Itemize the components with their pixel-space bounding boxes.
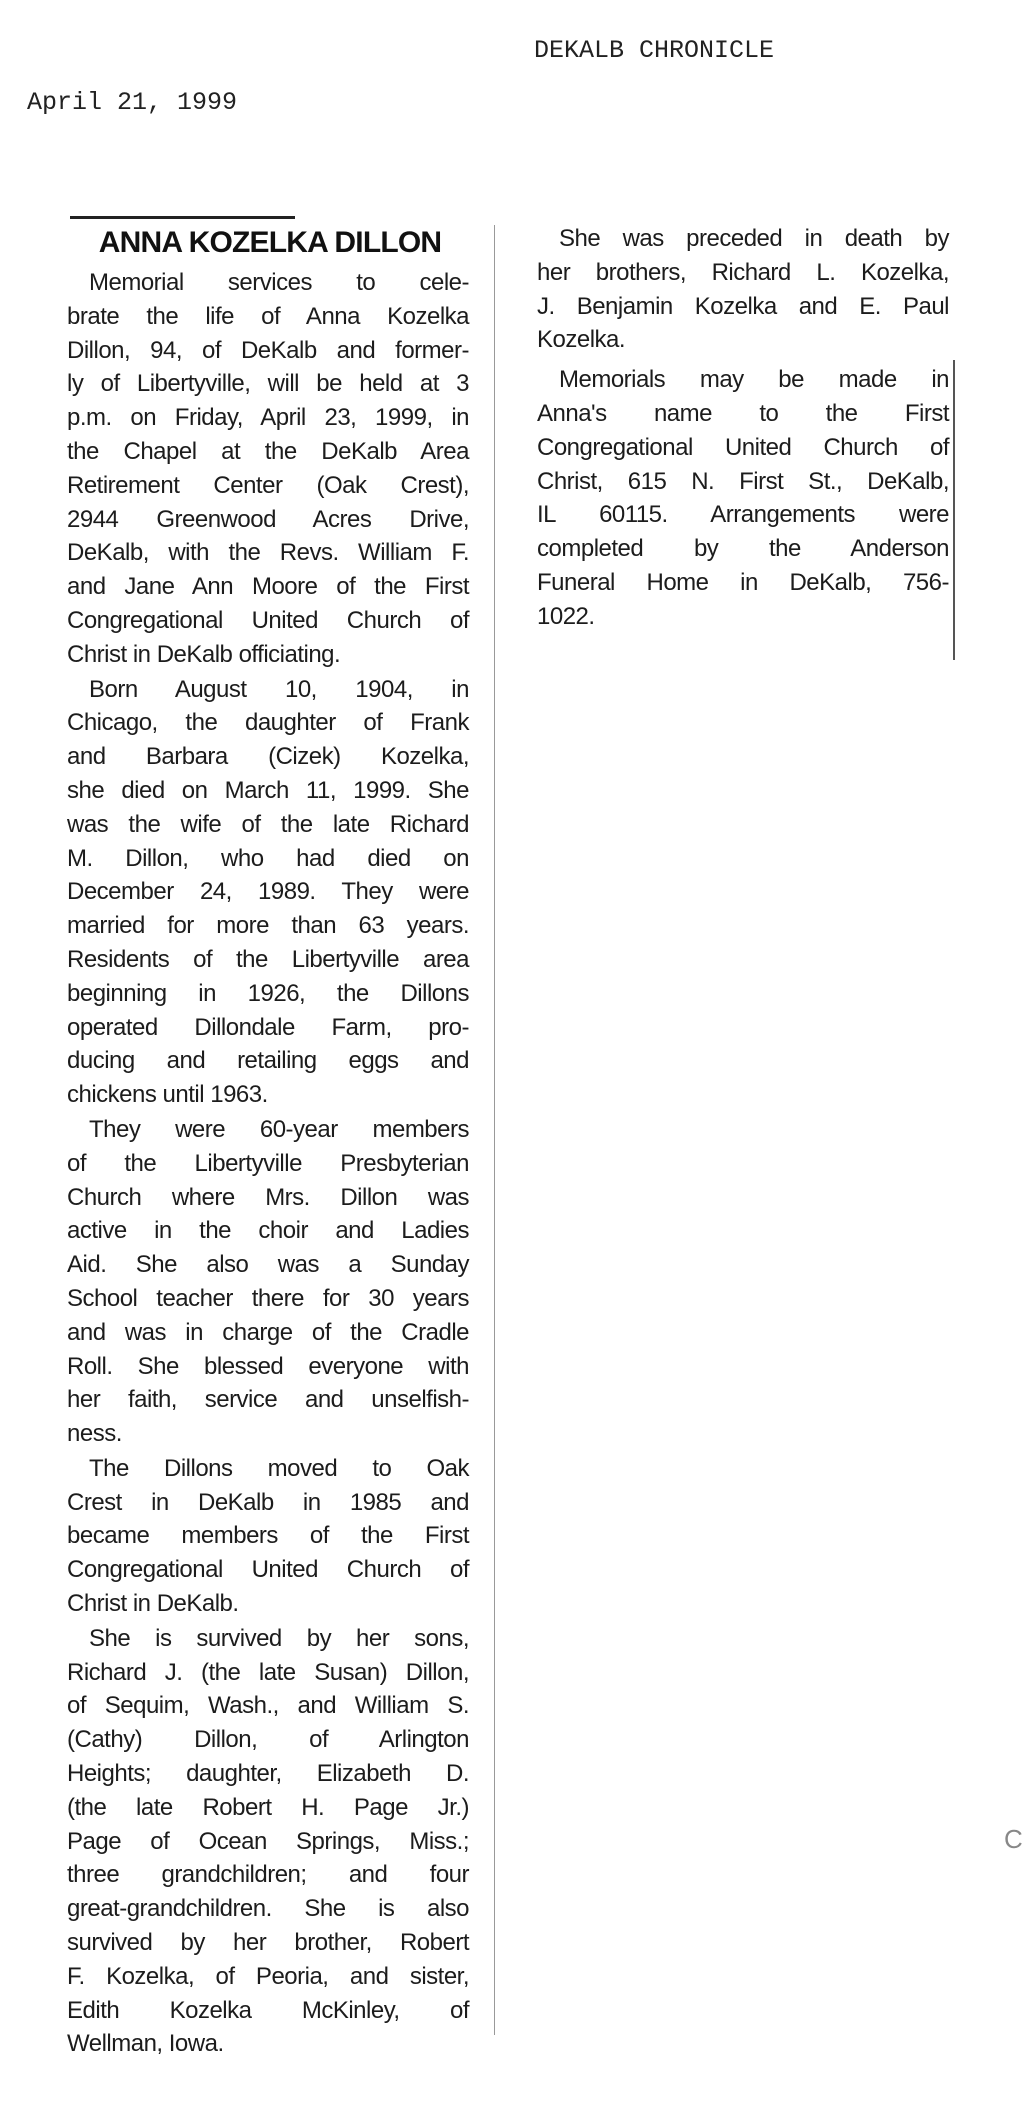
- text-line: Memorial services to cele-: [89, 269, 469, 296]
- text-line: Chicago, the daughter of Frank: [67, 709, 469, 737]
- text-line: her brothers, Richard L. Kozelka,: [537, 258, 949, 286]
- stray-mark: C: [1004, 1824, 1023, 1854]
- text-line: Congregational United Church of: [67, 606, 469, 634]
- text-line: great-grandchildren. She is also: [67, 1895, 469, 1923]
- text-line: School teacher there for 30 years: [67, 1284, 469, 1312]
- text-line: beginning in 1926, the Dillons: [67, 979, 469, 1007]
- text-line: Page of Ocean Springs, Miss.;: [67, 1827, 469, 1855]
- text-line: 2944 Greenwood Acres Drive,: [67, 505, 469, 533]
- text-line: J. Benjamin Kozelka and E. Paul: [537, 292, 949, 320]
- text-line: Edith Kozelka McKinley, of: [67, 1996, 469, 2024]
- text-line: Crest in DeKalb in 1985 and: [67, 1488, 469, 1516]
- text-line: Christ in DeKalb officiating.: [67, 640, 341, 668]
- text-line: Anna's name to the First: [537, 399, 949, 427]
- text-line: Aid. She also was a Sunday: [67, 1251, 469, 1279]
- text-line: Roll. She blessed everyone with: [67, 1352, 469, 1380]
- text-line: operated Dillondale Farm, pro-: [67, 1013, 469, 1041]
- text-line: survived by her brother, Robert: [67, 1929, 469, 1957]
- top-rule: [70, 216, 295, 219]
- text-line: Christ in DeKalb.: [67, 1590, 239, 1618]
- right-edge-line: [953, 360, 955, 660]
- text-line: (Cathy) Dillon, of Arlington: [67, 1726, 469, 1754]
- text-line: the Chapel at the DeKalb Area: [67, 437, 469, 465]
- text-line: and Jane Ann Moore of the First: [67, 573, 469, 601]
- text-line: Dillon, 94, of DeKalb and former-: [67, 336, 469, 364]
- publication-date: April 21, 1999: [27, 88, 238, 117]
- text-line: Born August 10, 1904, in: [89, 675, 469, 703]
- text-line: DeKalb, with the Revs. William F.: [67, 539, 469, 567]
- text-line: IL 60115. Arrangements were: [537, 501, 949, 529]
- text-line: F. Kozelka, of Peoria, and sister,: [67, 1962, 469, 1990]
- text-line: of the Libertyville Presbyterian: [67, 1149, 469, 1177]
- paragraph: [67, 1622, 469, 2061]
- paragraph: [67, 1452, 469, 1621]
- column-divider: [494, 225, 495, 2035]
- text-line: Wellman, Iowa.: [67, 2030, 224, 2058]
- text-line: three grandchildren; and four: [67, 1861, 469, 1889]
- text-line: They were 60-year members: [89, 1115, 469, 1143]
- paragraph: [537, 363, 949, 633]
- text-line: Heights; daughter, Elizabeth D.: [67, 1760, 469, 1788]
- text-line: December 24, 1989. They were: [67, 878, 469, 906]
- text-line: ducing and retailing eggs and: [67, 1047, 469, 1075]
- text-line: ness.: [67, 1420, 122, 1448]
- text-line: Church where Mrs. Dillon was: [67, 1183, 469, 1211]
- text-line: ly of Libertyville, will be held at 3: [67, 370, 469, 398]
- text-line: and Barbara (Cizek) Kozelka,: [67, 743, 469, 771]
- text-line: she died on March 11, 1999. She: [67, 776, 469, 804]
- text-line: and was in charge of the Cradle: [67, 1318, 469, 1346]
- text-line: brate the life of Anna Kozelka: [67, 302, 469, 330]
- text-line: Richard J. (the late Susan) Dillon,: [67, 1658, 469, 1686]
- text-line: 1022.: [537, 602, 595, 630]
- text-line: her faith, service and unselfish-: [67, 1386, 469, 1414]
- text-line: completed by the Anderson: [537, 535, 949, 563]
- text-line: married for more than 63 years.: [67, 912, 469, 940]
- text-line: was the wife of the late Richard: [67, 810, 469, 838]
- text-line: Residents of the Libertyville area: [67, 945, 469, 973]
- text-line: active in the choir and Ladies: [67, 1217, 469, 1245]
- paragraph: [537, 222, 949, 357]
- paragraph: [67, 1113, 469, 1451]
- obituary-title: ANNA KOZELKA DILLON: [98, 226, 442, 259]
- text-line: Christ, 615 N. First St., DeKalb,: [537, 467, 949, 495]
- text-line: Memorials may be made in: [559, 366, 949, 394]
- text-line: (the late Robert H. Page Jr.): [67, 1793, 469, 1821]
- text-line: became members of the First: [67, 1522, 469, 1550]
- text-line: She is survived by her sons,: [89, 1624, 469, 1652]
- text-line: Funeral Home in DeKalb, 756-: [537, 568, 949, 596]
- left-column: [67, 266, 469, 2061]
- text-line: Kozelka.: [537, 326, 626, 354]
- text-line: The Dillons moved to Oak: [89, 1454, 469, 1482]
- text-line: M. Dillon, who had died on: [67, 844, 469, 872]
- text-line: chickens until 1963.: [67, 1081, 268, 1109]
- text-line: of Sequim, Wash., and William S.: [67, 1692, 469, 1720]
- newspaper-name: DEKALB CHRONICLE: [534, 36, 775, 65]
- paragraph: [67, 673, 469, 1112]
- text-line: Retirement Center (Oak Crest),: [67, 471, 469, 499]
- text-line: p.m. on Friday, April 23, 1999, in: [67, 404, 469, 432]
- paragraph: [67, 266, 469, 672]
- text-line: She was preceded in death by: [559, 225, 949, 252]
- right-column: [537, 222, 949, 634]
- text-line: Congregational United Church of: [537, 433, 949, 461]
- text-line: Congregational United Church of: [67, 1556, 469, 1584]
